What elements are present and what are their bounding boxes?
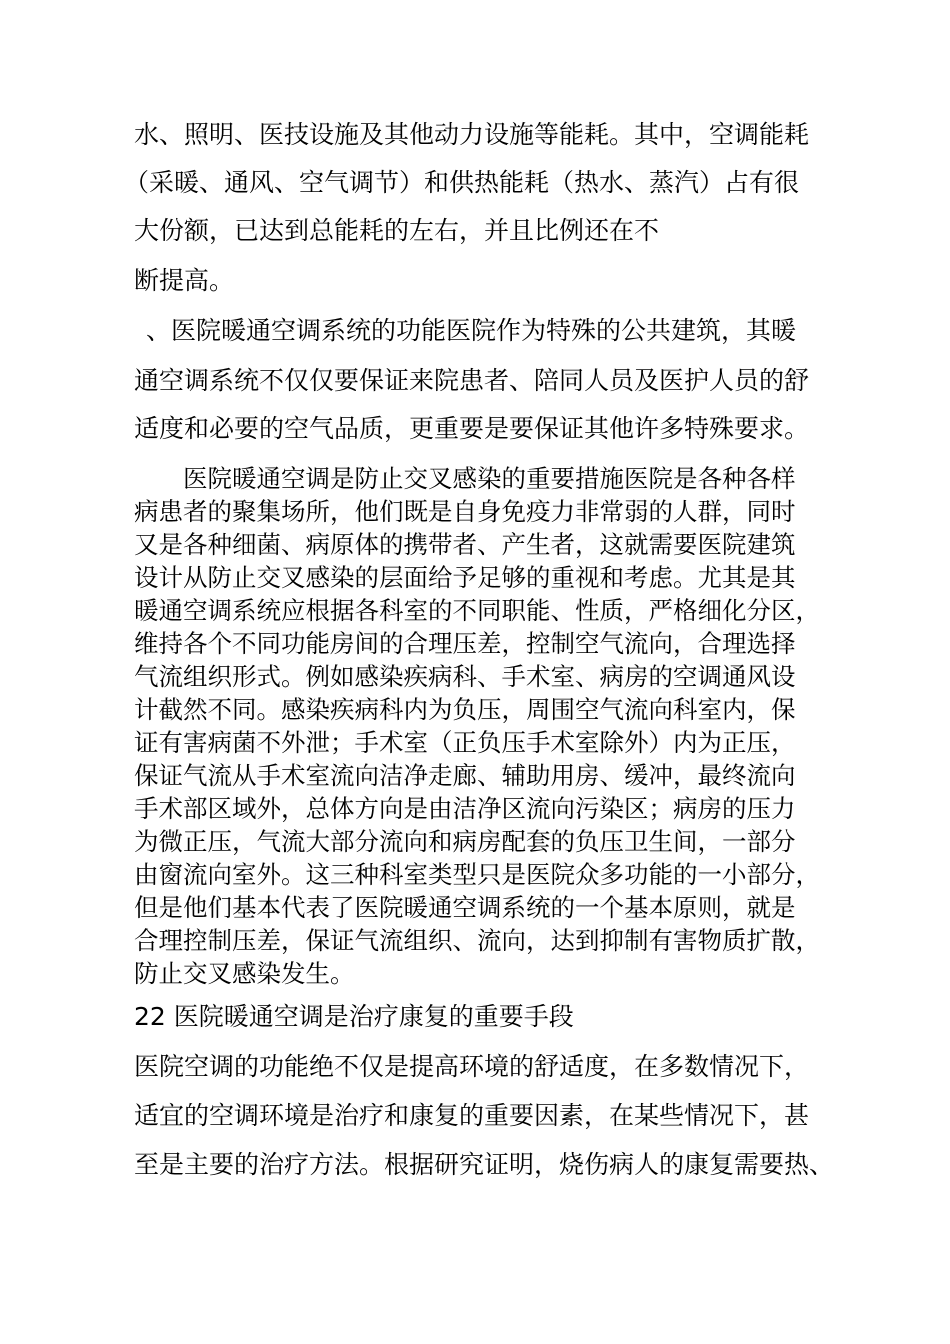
text-line: （采暖、通风、空气调节）和供热能耗（热水、蒸汽）占有很: [124, 168, 800, 197]
text-line: 证有害病菌不外泄；手术室（正负压手术室除外）内为正压，: [134, 728, 796, 757]
text-line: 防止交叉感染发生。: [134, 959, 355, 988]
text-line: 由窗流向室外。这三种科室类型只是医院众多功能的一小部分，: [134, 860, 820, 889]
text-line: 设计从防止交叉感染的层面给予足够的重视和考虑。尤其是其: [134, 563, 796, 592]
text-line: 暖通空调系统应根据各科室的不同职能、性质，严格细化分区，: [134, 596, 820, 625]
text-line: 为微正压，气流大部分流向和病房配套的负压卫生间，一部分: [134, 827, 796, 856]
section-heading: 22 医院暖通空调是治疗康复的重要手段: [134, 1002, 574, 1031]
text-line: 保证气流从手术室流向洁净走廊、辅助用房、缓冲，最终流向: [134, 761, 796, 790]
text-line: 适宜的空调环境是治疗和康复的重要因素，在某些情况下，甚: [134, 1101, 810, 1130]
text-line: 至是主要的治疗方法。根据研究证明，烧伤病人的康复需要热、: [134, 1150, 835, 1179]
text-line: 又是各种细菌、病原体的携带者、产生者，这就需要医院建筑: [134, 530, 796, 559]
text-line: 医院空调的功能绝不仅是提高环境的舒适度，在多数情况下，: [134, 1052, 810, 1081]
text-line: 维持各个不同功能房间的合理压差，控制空气流向，合理选择: [134, 629, 796, 658]
text-line: 计截然不同。感染疾病科内为负压，周围空气流向科室内，保: [134, 695, 796, 724]
text-line: 病患者的聚集场所，他们既是自身免疫力非常弱的人群，同时: [134, 497, 796, 526]
text-line: 适度和必要的空气品质，更重要是要保证其他许多特殊要求。: [134, 414, 810, 443]
text-line: 合理控制压差，保证气流组织、流向，达到抑制有害物质扩散，: [134, 926, 820, 955]
text-line: 断提高。: [134, 266, 235, 295]
text-line: 水、照明、医技设施及其他动力设施等能耗。其中，空调能耗: [134, 120, 810, 149]
text-line: 、医院暖通空调系统的功能医院作为特殊的公共建筑，其暖: [146, 316, 797, 345]
text-line: 但是他们基本代表了医院暖通空调系统的一个基本原则，就是: [134, 893, 796, 922]
text-line: 医院暖通空调是防止交叉感染的重要措施医院是各种各样: [134, 464, 796, 493]
text-line: 气流组织形式。例如感染疾病科、手术室、病房的空调通风设: [134, 662, 796, 691]
text-line: 手术部区域外，总体方向是由洁净区流向污染区；病房的压力: [134, 794, 796, 823]
text-line: 通空调系统不仅仅要保证来院患者、陪同人员及医护人员的舒: [134, 366, 810, 395]
text-line: 大份额，已达到总能耗的左右，并且比例还在不: [134, 216, 660, 245]
